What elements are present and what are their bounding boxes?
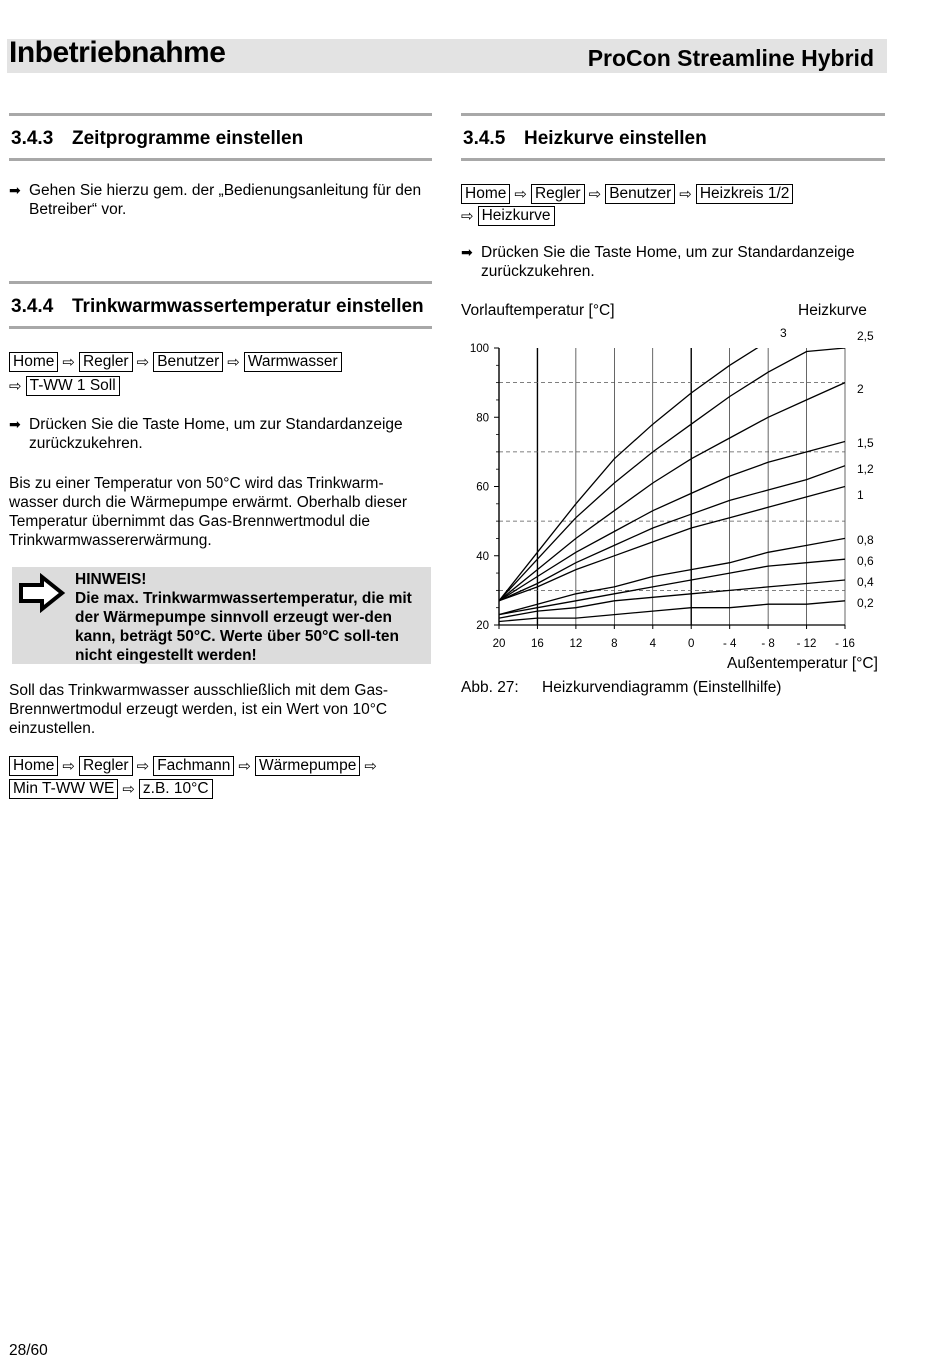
menu-box-warmwasser: Warmwasser	[244, 352, 342, 372]
menu-box-benutzer: Benutzer	[153, 352, 223, 372]
curve-label: 0,6	[857, 554, 874, 568]
menu-path	[9, 376, 120, 396]
bullet-item: ➡ Drücken Sie die Taste Home, um zur Standardanzeige zurückzukehren.	[461, 244, 855, 280]
outline-arrow-icon: ⇨	[9, 378, 22, 395]
page-title: Inbetriebnahme	[9, 36, 226, 69]
section-rule-top	[461, 113, 885, 116]
x-tick-label: - 16	[835, 638, 855, 650]
arrow-right-icon: ➡	[9, 416, 21, 432]
menu-box-heizkurve: Heizkurve	[478, 206, 555, 226]
caption-text: Heizkurvendiagramm (Einstellhilfe)	[542, 679, 782, 696]
y-tick-label: 100	[469, 343, 489, 355]
outline-arrow-icon: ⇨	[62, 354, 75, 371]
x-tick-label: - 4	[722, 638, 737, 650]
figure-caption	[461, 679, 781, 697]
menu-box-regler: Regler	[79, 352, 133, 372]
x-tick-label: 20	[492, 638, 506, 650]
menu-box-home: Home	[9, 756, 58, 776]
heating-curve-2	[499, 383, 845, 601]
x-tick-label: 12	[569, 638, 583, 650]
x-tick-label: 4	[649, 638, 656, 650]
menu-box-t-ww-soll: T-WW 1 Soll	[26, 376, 120, 396]
menu-path	[9, 756, 381, 776]
menu-box-waermepumpe: Wärmepumpe	[255, 756, 360, 776]
outline-arrow-icon: ⇨	[461, 208, 474, 225]
curve-label: 1,2	[857, 462, 874, 476]
heating-curve-0-4	[499, 580, 845, 618]
menu-path	[461, 184, 793, 204]
x-tick-label: 0	[688, 638, 695, 650]
menu-box-min-t-ww-we: Min T-WW WE	[9, 779, 118, 799]
y-tick-label: 40	[476, 550, 489, 563]
section-number: 3.4.3	[11, 128, 54, 149]
section-rule-bottom	[9, 158, 432, 161]
outline-arrow-icon: ⇨	[514, 186, 527, 203]
section-title: Trinkwarmwassertemperatur einstellen	[72, 296, 424, 317]
heating-curve-3	[499, 300, 845, 601]
x-tick-label: - 8	[761, 638, 775, 650]
menu-path	[461, 206, 555, 226]
outline-arrow-icon: ⇨	[136, 758, 150, 775]
curve-label: 1,5	[857, 436, 874, 450]
menu-path	[9, 352, 342, 372]
section-rule-bottom	[461, 158, 885, 161]
section-heading-3-4-3	[11, 128, 303, 150]
section-rule-bottom	[9, 326, 432, 329]
curve-label: 1	[857, 488, 864, 502]
heating-curve-0-2	[499, 601, 845, 622]
menu-box-home: Home	[461, 184, 510, 204]
outline-arrow-icon: ⇨	[679, 186, 692, 203]
outline-arrow-icon: ⇨	[136, 354, 150, 371]
menu-box-heizkreis: Heizkreis 1/2	[696, 184, 794, 204]
menu-path	[9, 779, 213, 799]
curve-label: 3	[780, 326, 787, 340]
outline-arrow-icon: ⇨	[122, 781, 135, 798]
bullet-item: ➡ Drücken Sie die Taste Home, um zur Standardanzeige zurückzukehren.	[9, 416, 403, 452]
menu-box-fachmann: Fachmann	[153, 756, 234, 776]
outline-arrow-icon: ⇨	[62, 758, 75, 775]
y-tick-label: 80	[476, 412, 489, 425]
heating-curve-1	[499, 487, 845, 601]
y-tick-label: 20	[476, 620, 489, 632]
x-tick-label: 8	[611, 638, 618, 650]
body-paragraph: Bis zu einer Temperatur von 50°C wird das Trinkwarm-wasser durch die Wärmepumpe erwärmt. Oberhalb dieser Temperatur übernimmt das Gas-Brennwertmodul die Trinkwarmwassererwärmung.	[9, 475, 407, 549]
note-arrow-icon	[18, 573, 68, 613]
chart-legend-title: Heizkurve	[798, 302, 867, 319]
x-tick-label: - 12	[796, 638, 817, 650]
section-title: Heizkurve einstellen	[524, 128, 707, 149]
bullet-item: ➡ Gehen Sie hierzu gem. der „Bedienungsanleitung für den Betreiber“ vor.	[9, 182, 422, 218]
product-name: ProCon Streamline Hybrid	[587, 45, 874, 71]
arrow-right-icon: ➡	[9, 182, 21, 198]
menu-box-value: z.B. 10°C	[139, 779, 213, 799]
outline-arrow-icon: ⇨	[227, 354, 240, 371]
caption-number: Abb. 27:	[461, 679, 519, 696]
section-title: Zeitprogramme einstellen	[72, 128, 304, 149]
curve-label: 0,2	[857, 596, 874, 610]
curve-label: 0,4	[857, 575, 874, 589]
heating-curve-2-5	[499, 348, 845, 601]
page-number: 28/60	[9, 1342, 48, 1359]
section-rule-top	[9, 281, 432, 284]
y-tick-label: 60	[476, 481, 489, 494]
x-tick-label: 16	[531, 638, 544, 650]
chart-y-axis-label: Vorlauftemperatur [°C]	[461, 302, 615, 319]
menu-box-regler: Regler	[531, 184, 585, 204]
menu-box-regler: Regler	[79, 756, 133, 776]
note-text	[75, 570, 427, 665]
section-rule-top	[9, 113, 432, 116]
outline-arrow-icon: ⇨	[588, 186, 602, 203]
body-paragraph: Soll das Trinkwarmwasser ausschließlich mit dem Gas-Brennwertmodul erzeugt werden, ist ein Wert von 10°C einzustellen.	[9, 682, 388, 737]
curve-label: 0,8	[857, 533, 874, 547]
note-box	[12, 567, 431, 664]
heating-curve-1-2	[499, 466, 845, 601]
outline-arrow-icon: ⇨	[238, 758, 251, 775]
note-body: Die max. Trinkwarmwassertemperatur, die mit der Wärmepumpe sinnvoll erzeugt wer-den kann, beträgt 50°C. Werte über 50°C soll-ten nicht eingestellt werden!	[75, 590, 412, 664]
heating-curve-0-8	[499, 538, 845, 614]
note-title: HINWEIS!	[75, 571, 147, 588]
section-number: 3.4.5	[463, 128, 506, 149]
heating-curve-0-6	[499, 559, 845, 614]
section-heading-3-4-4	[11, 296, 424, 318]
section-heading-3-4-5	[463, 128, 707, 150]
menu-box-home: Home	[9, 352, 58, 372]
outline-arrow-icon: ⇨	[364, 758, 377, 775]
heating-curve-1-5	[499, 442, 845, 601]
chart-x-axis-label: Außentemperatur [°C]	[727, 655, 878, 672]
curve-label: 2	[857, 382, 864, 396]
menu-box-benutzer: Benutzer	[605, 184, 675, 204]
curve-label: 2,5	[857, 329, 874, 343]
arrow-right-icon: ➡	[461, 244, 473, 260]
section-number: 3.4.4	[11, 296, 54, 317]
